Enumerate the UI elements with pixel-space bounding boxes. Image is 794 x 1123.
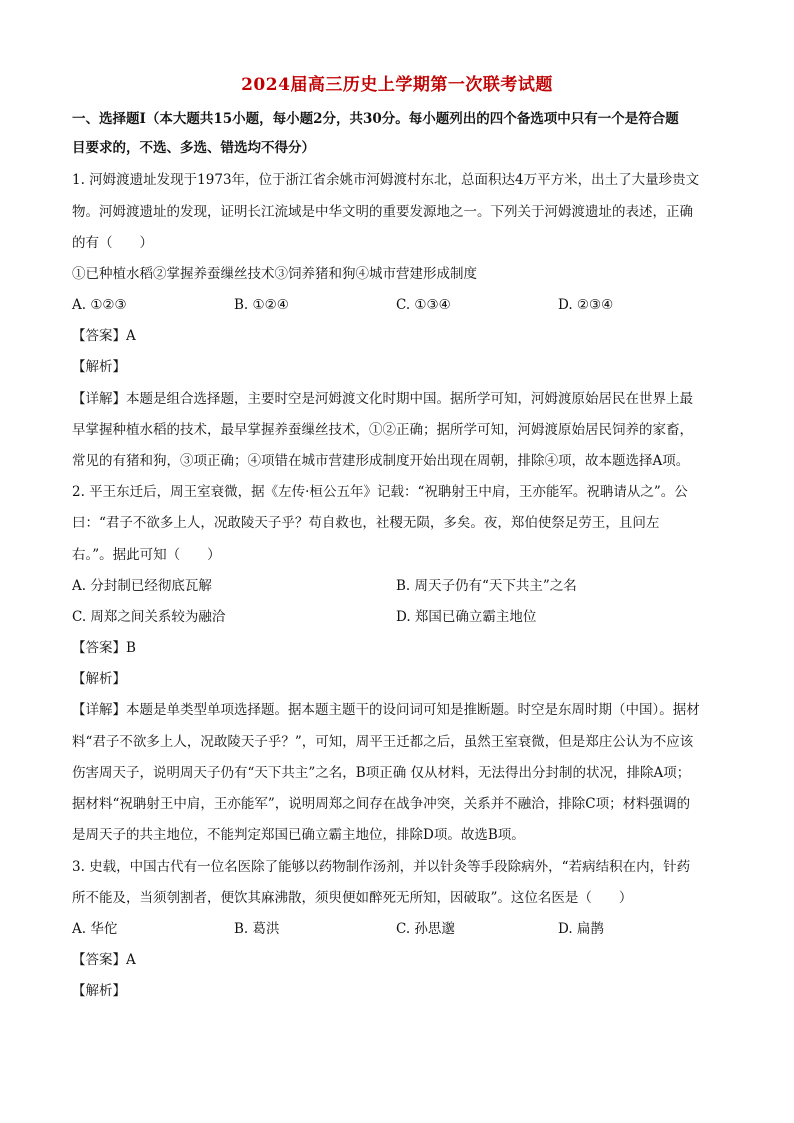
q2-analysis-label: 【解析】 [72,671,126,687]
q1-detail-line-2: 早掌握种植水稻的技术，最早掌握养蚕缫丝技术，①②正确；据所学可知，河姆渡原始居民饲养的家畜， [72,422,693,438]
q1-statements: ①已种植水稻②掌握养蚕缫丝技术③饲养猪和狗④城市营建形成制度 [72,266,477,282]
q3-option-d: D. 扁鹊 [558,921,604,937]
q2-detail-line-4: 据材料“祝聃射王中肩，王亦能军”，说明周郑之间存在战争冲突，关系并不融洽，排除C项；材料强调的 [72,796,691,812]
q2-stem-line-3: 右。”。据此可知（ ） [72,547,221,563]
q2-detail-line-1: 【详解】本题是单类型单项选择题。据本题主题干的设问词可知是推断题。时空是东周时期（中国）。据材 [72,702,700,718]
q1-answer: 【答案】A [72,328,136,344]
q1-detail-line-3: 常见的有猪和狗，③项正确；④项错在城市营建形成制度开始出现在周朝，排除④项，故本题选择A项。 [72,453,690,469]
section-heading-line-1: 一、选择题Ⅰ（本大题共15小题，每小题2分，共30分。每小题列出的四个备选项中只有一个是符合题 [72,111,679,127]
q1-option-a: A. ①②③ [72,297,127,313]
q3-analysis-label: 【解析】 [72,983,126,999]
q3-answer: 【答案】A [72,952,136,968]
q1-stem-line-1: 1. 河姆渡遗址发现于1973年，位于浙江省余姚市河姆渡村东北，总面积达4万平方米，出土了大量珍贵文 [72,172,700,188]
q1-stem-line-3: 的有（ ） [72,235,153,251]
q1-option-d: D. ②③④ [558,297,614,313]
q1-option-c: C. ①③④ [396,297,451,313]
q3-option-c: C. 孙思邈 [396,921,455,937]
q1-detail-line-1: 【详解】本题是组合选择题，主要时空是河姆渡文化时期中国。据所学可知，河姆渡原始居民在世界上最 [72,391,693,407]
q2-detail-line-3: 伤害周天子，说明周天子仍有“天下共主”之名，B项正确 仅从材料，无法得出分封制的状况，排除A项； [72,765,691,781]
q2-option-a: A. 分封制已经彻底瓦解 [72,578,212,594]
q1-option-b: B. ①②④ [234,297,289,313]
q2-option-c: C. 周郑之间关系较为融洽 [72,609,226,625]
q2-answer: 【答案】B [72,640,136,656]
q1-analysis-label: 【解析】 [72,359,126,375]
page-title: 2024届高三历史上学期第一次联考试题 [241,75,553,95]
q2-detail-line-5: 是周天子的共主地位，不能判定郑国已确立霸主地位，排除D项。故选B项。 [72,827,525,843]
section-heading-line-2: 目要求的，不选、多选、错选均不得分） [72,140,315,156]
q2-stem-line-1: 2. 平王东迁后，周王室衰微，据《左传·桓公五年》记载：“祝聃射王中肩，王亦能军。祝聃请从之”。公 [72,484,688,500]
q2-detail-line-2: 料“君子不欲多上人，况敢陵天子乎？”，可知，周平王迁都之后，虽然王室衰微，但是郑庄公认为不应该 [72,734,694,750]
q3-stem-line-1: 3. 史载，中国古代有一位名医除了能够以药物制作汤剂，并以针灸等手段除病外，“若病结积在内，针药 [72,859,691,875]
q1-stem-line-2: 物。河姆渡遗址的发现，证明长江流域是中华文明的重要发源地之一。下列关于河姆渡遗址的表述，正确 [72,204,693,220]
q3-option-a: A. 华佗 [72,921,118,937]
q2-option-b: B. 周天子仍有“天下共主”之名 [396,578,577,594]
q2-option-d: D. 郑国已确立霸主地位 [396,609,537,625]
q2-stem-line-2: 曰：“君子不欲多上人，况敢陵天子乎？苟自救也，社稷无陨，多矣。夜，郑伯使祭足劳王，且问左 [72,515,660,531]
q3-stem-line-2: 所不能及，当须刳割者，便饮其麻沸散，须臾便如醉死无所知，因破取”。这位名医是（ ） [72,890,633,906]
q3-option-b: B. 葛洪 [234,921,280,937]
